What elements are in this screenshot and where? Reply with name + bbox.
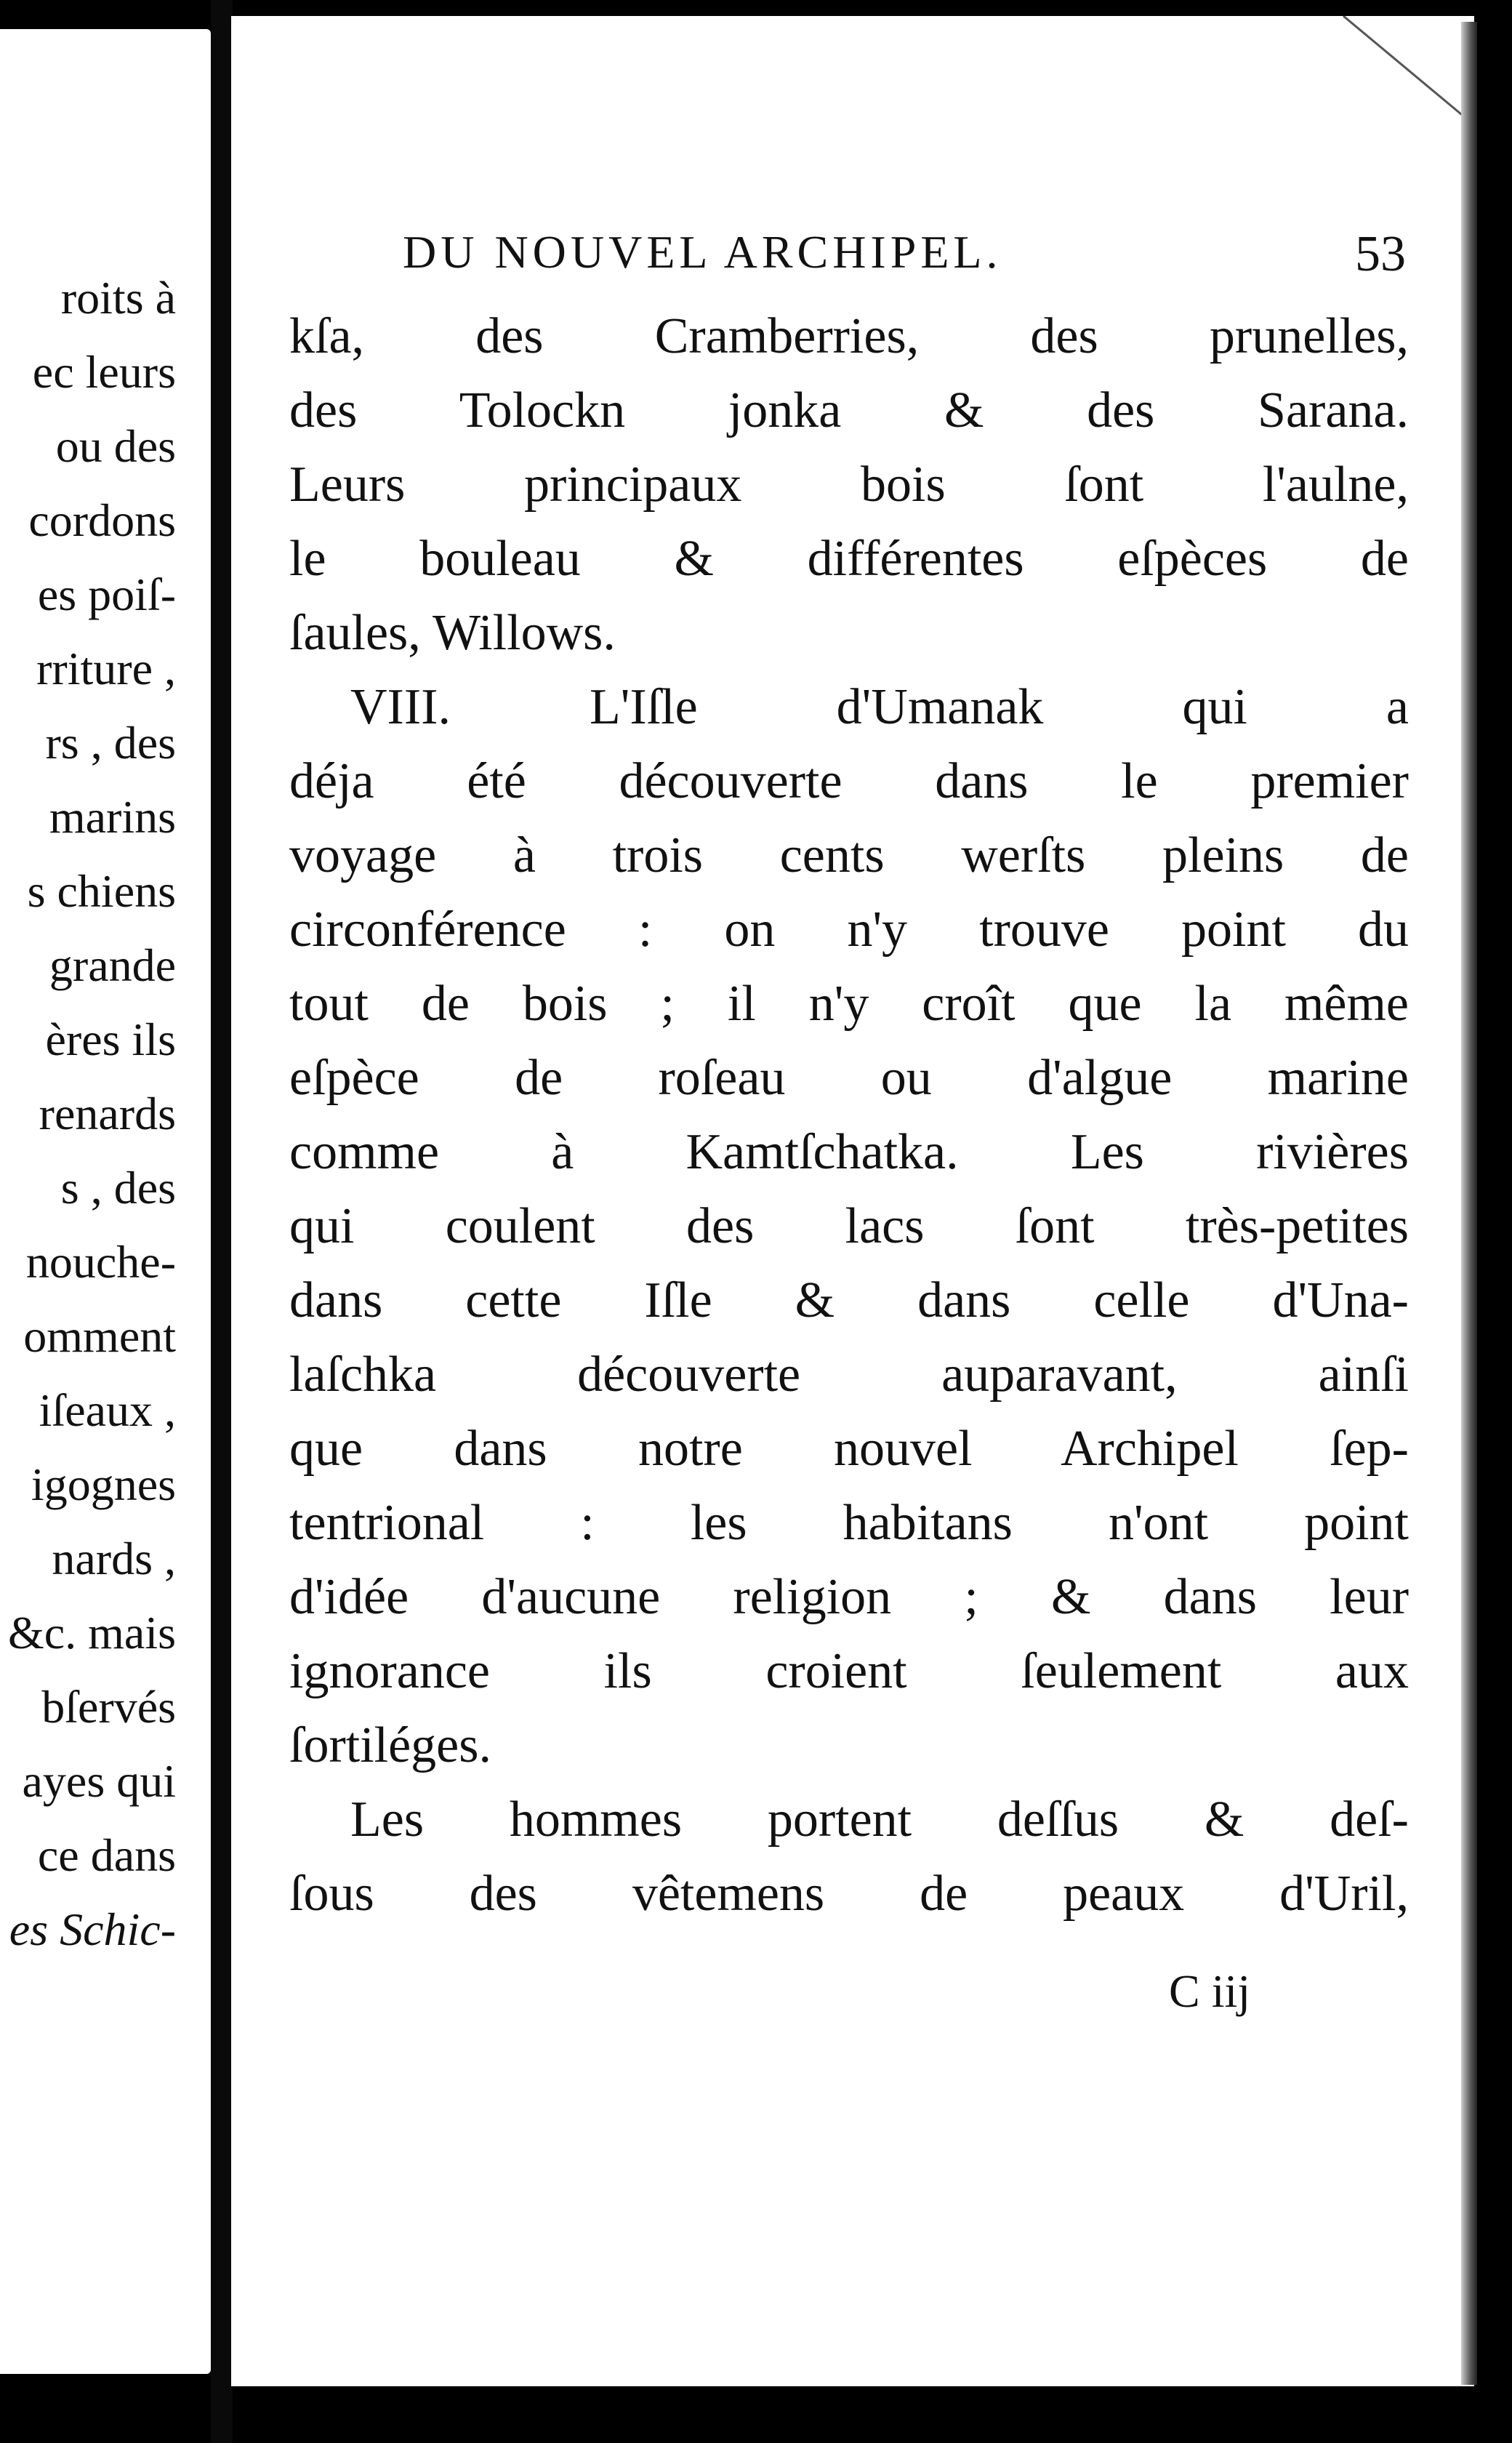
text-line: comme à Kamtſchatka. Les rivières <box>289 1124 1409 1180</box>
text-line: ignorance ils croient ſeulement aux <box>289 1643 1409 1699</box>
text-line: tout de bois ; il n'y croît que la même <box>289 976 1409 1032</box>
text-line: Les hommes portent deſſus & deſ- <box>350 1792 1409 1848</box>
left-line: renards <box>39 1088 176 1139</box>
left-line: s chiens <box>27 865 176 917</box>
text-line: que dans notre nouvel Archipel ſep- <box>289 1421 1409 1477</box>
left-line: ayes qui <box>22 1755 176 1807</box>
text-line: des Tolockn jonka & des Sarana. <box>289 382 1409 438</box>
left-line: ce dans <box>37 1829 176 1881</box>
page-header <box>403 225 1406 291</box>
text-line: ſous des vêtemens de peaux d'Uril, <box>289 1866 1409 1922</box>
left-line: marins <box>49 791 176 843</box>
left-line: roits à <box>60 272 176 324</box>
left-line: es poiſ- <box>37 569 176 620</box>
right-page <box>231 16 1474 2386</box>
text-line: ſortiléges. <box>289 1717 491 1773</box>
text-line: dans cette Iſle & dans celle d'Una- <box>289 1272 1409 1328</box>
left-line: ou des <box>55 420 176 472</box>
left-line: cordons <box>28 494 176 546</box>
text-line: qui coulent des lacs ſont très-petites <box>289 1198 1409 1254</box>
left-line: nards , <box>52 1533 176 1584</box>
text-line: Leurs principaux bois ſont l'aulne, <box>289 457 1409 513</box>
left-line: ères ils <box>45 1014 176 1065</box>
page-edge <box>1461 22 1477 2385</box>
left-line: rriture , <box>36 643 176 694</box>
left-line: omment <box>23 1310 176 1362</box>
text-line: kſa, des Cramberries, des prunelles, <box>289 308 1409 364</box>
page-number: 53 <box>1355 226 1406 282</box>
page-fold-mark <box>1329 16 1474 161</box>
body-text <box>289 300 1409 1931</box>
left-line: grande <box>49 939 176 991</box>
left-page <box>0 29 211 2374</box>
left-line: igognes <box>31 1459 176 1510</box>
left-line: nouche- <box>25 1236 176 1288</box>
left-line: rs , des <box>45 717 176 769</box>
text-line: laſchka découverte auparavant, ainſi <box>289 1347 1409 1403</box>
left-line: iſeaux , <box>39 1384 176 1436</box>
text-line: d'idée d'aucune religion ; & dans leur <box>289 1569 1409 1625</box>
text-line: déja été découverte dans le premier <box>289 753 1409 809</box>
text-line: ſaules, Willows. <box>289 605 616 661</box>
left-line: ec leurs <box>32 346 176 398</box>
text-line: tentrional : les habitans n'ont point <box>289 1495 1409 1551</box>
text-line: VIII. L'Iſle d'Umanak qui a <box>350 679 1409 735</box>
signature-mark: C iij <box>1169 1965 1251 2017</box>
left-line: es Schic- <box>9 1904 176 1955</box>
text-line: circonférence : on n'y trouve point du <box>289 902 1409 958</box>
left-line: s , des <box>60 1162 176 1214</box>
text-line: eſpèce de roſeau ou d'algue marine <box>289 1050 1409 1106</box>
book-gutter <box>211 0 233 2443</box>
running-head: DU NOUVEL ARCHIPEL. <box>403 226 1002 278</box>
text-line: voyage à trois cents werſts pleins de <box>289 827 1409 883</box>
text-line: le bouleau & différentes eſpèces de <box>289 531 1409 587</box>
left-line: &c. mais <box>7 1607 176 1658</box>
left-line: bſervés <box>41 1681 176 1733</box>
